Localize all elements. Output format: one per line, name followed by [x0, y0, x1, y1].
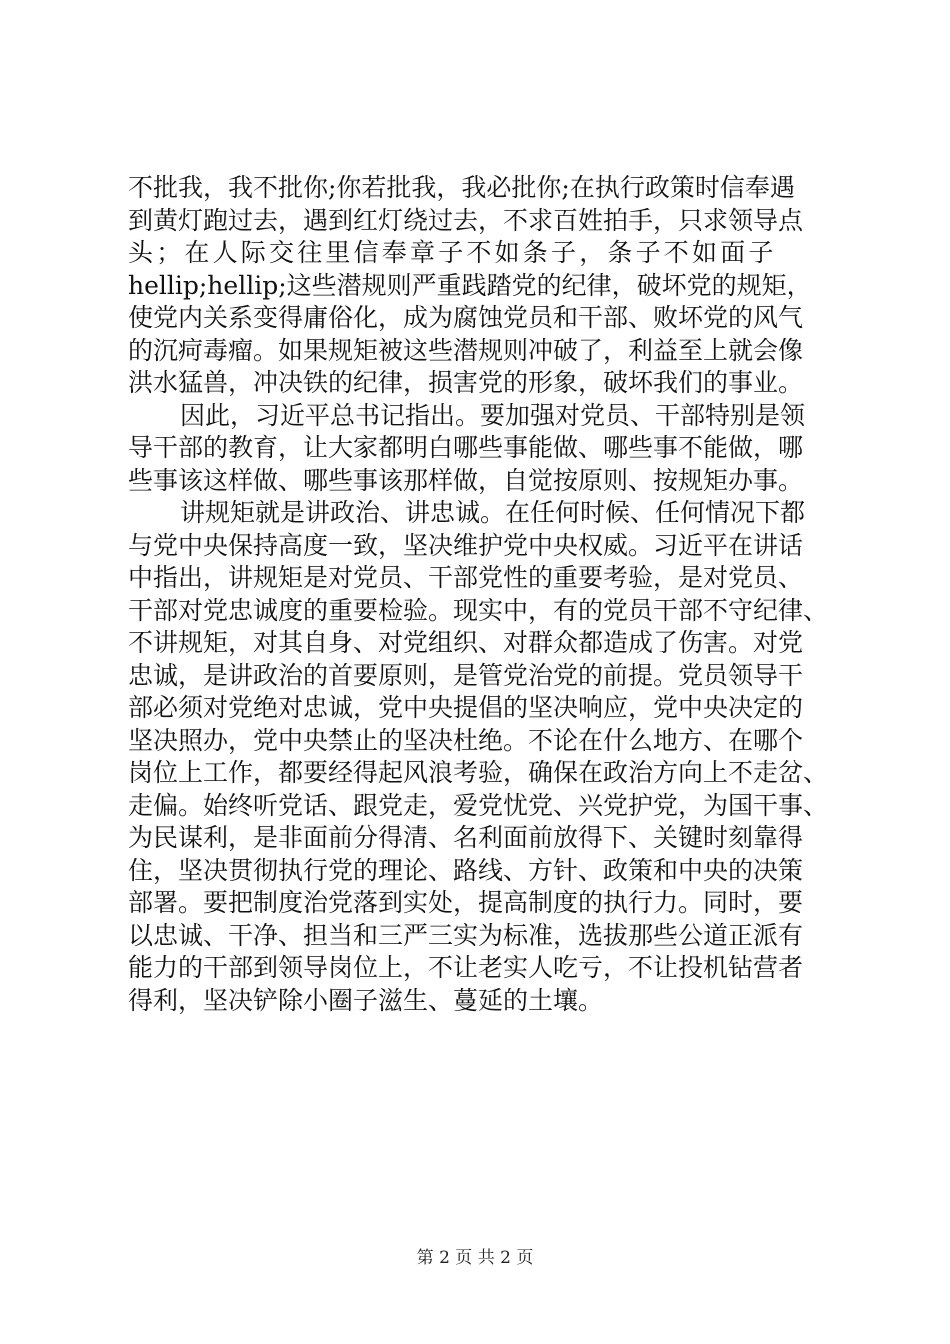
text-line: 头；在人际交往里信奉章子不如条子，条子不如面子	[128, 238, 777, 267]
text-line: 洪水猛兽，冲决铁的纪律，损害党的形象，破坏我们的事业。	[128, 368, 804, 397]
text-line: 部署。要把制度治党落到实处，提高制度的执行力。同时，要	[128, 888, 804, 917]
text-line: 为民谋利，是非面前分得清、名利面前放得下、关键时刻靠得	[128, 823, 804, 852]
text-line: 与党中央保持高度一致，坚决维护党中央权威。习近平在讲话	[128, 530, 804, 560]
text-line: 中指出，讲规矩是对党员、干部党性的重要考验，是对党员、	[128, 563, 804, 592]
text-line: 不批我，我不批你;你若批我，我必批你;在执行政策时信奉遇	[128, 173, 795, 202]
text-line: 导干部的教育，让大家都明白哪些事能做、哪些事不能做，哪	[128, 433, 804, 462]
text-line: 以忠诚、干净、担当和三严三实为标准，选拔那些公道正派有	[128, 920, 804, 950]
text-line: 坚决照办，党中央禁止的坚决杜绝。不论在什么地方、在哪个	[128, 725, 804, 755]
paragraph-start-line: 讲规矩就是讲政治、讲忠诚。在任何时候、任何情况下都	[180, 498, 806, 527]
text-line: 得利，坚决铲除小圈子滋生、蔓延的土壤。	[128, 985, 604, 1015]
text-line: 住，坚决贯彻执行党的理论、路线、方针、政策和中央的决策	[128, 855, 804, 885]
text-line: 到黄灯跑过去，遇到红灯绕过去，不求百姓拍手，只求领导点	[128, 205, 804, 235]
page-number-label: 第 2 页 共 2 页	[416, 1248, 534, 1268]
paragraph-start-line: 因此，习近平总书记指出。要加强对党员、干部特别是领	[180, 400, 806, 430]
text-line: 能力的干部到领导岗位上，不让老实人吃亏，不让投机钻营者	[128, 953, 804, 982]
text-line: 的沉疴毒瘤。如果规矩被这些潜规则冲破了，利益至上就会像	[128, 335, 804, 365]
text-line: 部必须对党绝对忠诚，党中央提倡的坚决响应，党中央决定的	[128, 693, 804, 722]
text-line: 忠诚，是讲政治的首要原则，是管党治党的前提。党员领导干	[128, 660, 804, 690]
body-text	[128, 172, 828, 1017]
text-line: 使党内关系变得庸俗化，成为腐蚀党员和干部、败坏党的风气	[128, 303, 804, 332]
text-line: 些事该这样做、哪些事该那样做，自觉按原则、按规矩办事。	[128, 465, 804, 495]
text-line: 走偏。始终听党话、跟党走，爱党忧党、兴党护党，为国干事、	[128, 790, 829, 820]
text-line: 不讲规矩，对其自身、对党组织、对群众都造成了伤害。对党	[128, 628, 804, 657]
text-line: 干部对党忠诚度的重要检验。现实中，有的党员干部不守纪律、	[128, 595, 829, 625]
text-line: 岗位上工作，都要经得起风浪考验，确保在政治方向上不走岔、	[128, 758, 829, 787]
text-line: hellip;hellip;这些潜规则严重践踏党的纪律，破坏党的规矩，	[128, 270, 812, 300]
page-footer	[0, 1243, 950, 1268]
